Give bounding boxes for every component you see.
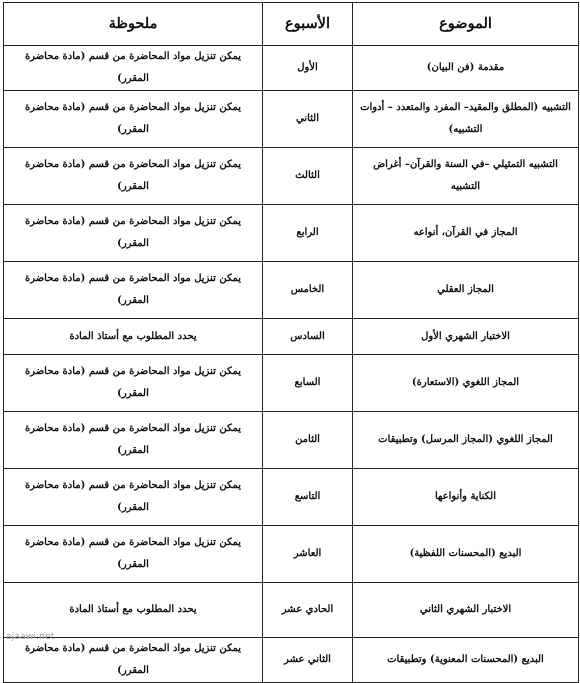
week-cell: الرابع bbox=[263, 205, 353, 262]
table-row bbox=[4, 412, 579, 469]
week-cell: السابع bbox=[263, 355, 353, 412]
note-cell: يمكن تنزيل مواد المحاضرة من قسم (مادة محاضرة المقرر) bbox=[4, 526, 263, 583]
header-row bbox=[4, 3, 579, 46]
table-row bbox=[4, 46, 579, 91]
note-cell: يمكن تنزيل مواد المحاضرة من قسم (مادة محاضرة المقرر) bbox=[4, 638, 263, 683]
note-cell: يحدد المطلوب مع أستاذ المادة bbox=[4, 583, 263, 638]
week-cell: التاسع bbox=[263, 469, 353, 526]
topic-cell: المجاز اللغوي (المجاز المرسل) وتطبيقات bbox=[353, 412, 579, 469]
week-cell: الثالث bbox=[263, 148, 353, 205]
schedule-table bbox=[3, 2, 579, 683]
topic-cell: مقدمة (فن البيان) bbox=[353, 46, 579, 91]
table-row bbox=[4, 526, 579, 583]
note-cell: يمكن تنزيل مواد المحاضرة من قسم (مادة محاضرة المقرر) bbox=[4, 205, 263, 262]
note-cell: يمكن تنزيل مواد المحاضرة من قسم (مادة محاضرة المقرر) bbox=[4, 148, 263, 205]
week-cell: العاشر bbox=[263, 526, 353, 583]
week-cell: الحادي عشر bbox=[263, 583, 353, 638]
topic-cell: التشبيه (المطلق والمقيد– المفرد والمتعدد – أدوات التشبيه) bbox=[353, 91, 579, 148]
table-row bbox=[4, 148, 579, 205]
header-week: الأسبوع bbox=[263, 3, 353, 46]
topic-cell: التشبيه التمثيلي –في السنة والقرآن– أغراض التشبيه bbox=[353, 148, 579, 205]
topic-cell: المجاز في القرآن، أنواعه bbox=[353, 205, 579, 262]
header-topic: الموضوع bbox=[353, 3, 579, 46]
table-row bbox=[4, 205, 579, 262]
topic-cell: الاختبار الشهري الثاني bbox=[353, 583, 579, 638]
week-cell: الثامن bbox=[263, 412, 353, 469]
topic-cell: المجاز العقلي bbox=[353, 262, 579, 319]
watermark: ajaawi.net bbox=[6, 632, 55, 642]
note-cell: يمكن تنزيل مواد المحاضرة من قسم (مادة محاضرة المقرر) bbox=[4, 262, 263, 319]
note-cell: يحدد المطلوب مع أستاذ المادة bbox=[4, 319, 263, 355]
table-row bbox=[4, 355, 579, 412]
table-row bbox=[4, 469, 579, 526]
note-cell: يمكن تنزيل مواد المحاضرة من قسم (مادة محاضرة المقرر) bbox=[4, 412, 263, 469]
table-row bbox=[4, 319, 579, 355]
table-row bbox=[4, 262, 579, 319]
note-cell: يمكن تنزيل مواد المحاضرة من قسم (مادة محاضرة المقرر) bbox=[4, 91, 263, 148]
note-cell: يمكن تنزيل مواد المحاضرة من قسم (مادة محاضرة المقرر) bbox=[4, 46, 263, 91]
header-note: ملحوظة bbox=[4, 3, 263, 46]
topic-cell: الاختبار الشهري الأول bbox=[353, 319, 579, 355]
topic-cell: الكناية وأنواعها bbox=[353, 469, 579, 526]
week-cell: الثاني عشر bbox=[263, 638, 353, 683]
week-cell: السادس bbox=[263, 319, 353, 355]
table-row bbox=[4, 583, 579, 638]
note-cell: يمكن تنزيل مواد المحاضرة من قسم (مادة محاضرة المقرر) bbox=[4, 469, 263, 526]
week-cell: الأول bbox=[263, 46, 353, 91]
table-row bbox=[4, 638, 579, 683]
topic-cell: المجاز اللغوي (الاستعارة) bbox=[353, 355, 579, 412]
topic-cell: البديع (المحسنات المعنوية) وتطبيقات bbox=[353, 638, 579, 683]
topic-cell: البديع (المحسنات اللفظية) bbox=[353, 526, 579, 583]
note-cell: يمكن تنزيل مواد المحاضرة من قسم (مادة محاضرة المقرر) bbox=[4, 355, 263, 412]
week-cell: الثاني bbox=[263, 91, 353, 148]
table-row bbox=[4, 91, 579, 148]
week-cell: الخامس bbox=[263, 262, 353, 319]
